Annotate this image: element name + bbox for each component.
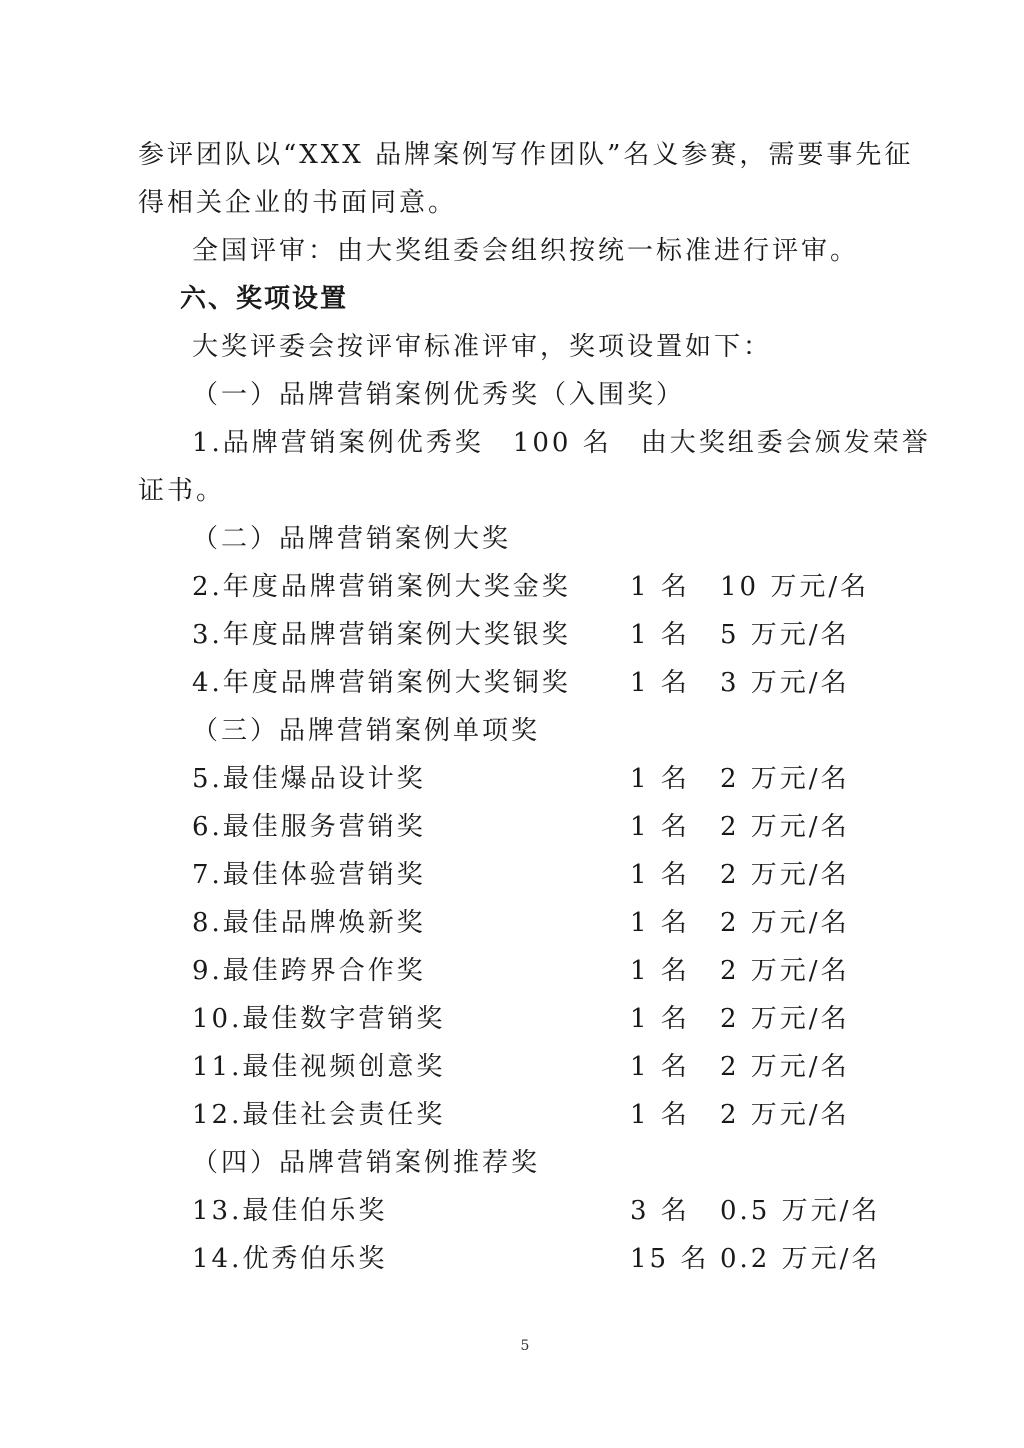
- award-amount: 5 万元/名: [720, 620, 850, 650]
- award-name: 6.最佳服务营销奖: [192, 812, 426, 842]
- award-count: 3 名: [630, 1196, 690, 1226]
- award-count: 1 名: [630, 620, 690, 650]
- award-name: 12.最佳社会责任奖: [192, 1100, 446, 1130]
- award-amount: 2 万元/名: [720, 956, 850, 986]
- award-count: 1 名: [630, 908, 690, 938]
- award-row: [192, 668, 892, 698]
- award-name: 5.最佳爆品设计奖: [192, 764, 426, 794]
- intro-paragraph: 大奖评委会按评审标准评审，奖项设置如下：: [192, 332, 773, 362]
- award-name: 4.年度品牌营销案例大奖铜奖: [192, 668, 571, 698]
- award-row: [192, 1052, 892, 1082]
- award-amount: 2 万元/名: [720, 812, 850, 842]
- award-amount: 2 万元/名: [720, 1052, 850, 1082]
- award-name: 13.最佳伯乐奖: [192, 1196, 388, 1226]
- award-row: [192, 1196, 892, 1226]
- award-name: 14.优秀伯乐奖: [192, 1244, 388, 1274]
- award-count: 1 名: [630, 860, 690, 890]
- award-amount: 0.2 万元/名: [720, 1244, 881, 1274]
- award-row: [192, 620, 892, 650]
- award-count: 1 名: [630, 668, 690, 698]
- award-amount: 3 万元/名: [720, 668, 850, 698]
- paragraph-line: 参评团队以“XXX 品牌案例写作团队”名义参赛，需要事先征: [138, 140, 914, 170]
- award-name: 9.最佳跨界合作奖: [192, 956, 426, 986]
- award-name: 8.最佳品牌焕新奖: [192, 908, 426, 938]
- group-title-1: （一）品牌营销案例优秀奖（入围奖）: [192, 380, 686, 410]
- paragraph-line: 得相关企业的书面同意。: [138, 188, 458, 218]
- group-title-2: （二）品牌营销案例大奖: [192, 524, 512, 554]
- award-item-1-line: 证书。: [138, 476, 226, 506]
- award-row: [192, 812, 892, 842]
- award-row: [192, 1244, 892, 1274]
- group-title-3: （三）品牌营销案例单项奖: [192, 716, 541, 746]
- award-count: 1 名: [630, 956, 690, 986]
- award-amount: 2 万元/名: [720, 1100, 850, 1130]
- award-name: 2.年度品牌营销案例大奖金奖: [192, 572, 571, 602]
- section-heading: 六、奖项设置: [180, 284, 349, 314]
- award-amount: 2 万元/名: [720, 908, 850, 938]
- award-count: 1 名: [630, 572, 690, 602]
- award-amount: 0.5 万元/名: [720, 1196, 881, 1226]
- award-name: 10.最佳数字营销奖: [192, 1004, 446, 1034]
- award-amount: 10 万元/名: [720, 572, 870, 602]
- award-name: 3.年度品牌营销案例大奖银奖: [192, 620, 571, 650]
- award-row: [192, 1004, 892, 1034]
- award-count: 1 名: [630, 1004, 690, 1034]
- paragraph-review: 全国评审：由大奖组委会组织按统一标准进行评审。: [192, 236, 860, 266]
- award-count: 1 名: [630, 1100, 690, 1130]
- award-item-1-line: 1.品牌营销案例优秀奖 100 名 由大奖组委会颁发荣誉: [192, 428, 931, 458]
- award-row: [192, 1100, 892, 1130]
- page-number: 5: [520, 1338, 530, 1354]
- award-row: [192, 956, 892, 986]
- award-count: 1 名: [630, 812, 690, 842]
- award-amount: 2 万元/名: [720, 764, 850, 794]
- award-row: [192, 860, 892, 890]
- award-count: 1 名: [630, 1052, 690, 1082]
- award-row: [192, 764, 892, 794]
- award-amount: 2 万元/名: [720, 1004, 850, 1034]
- award-count: 15 名: [630, 1244, 710, 1274]
- award-name: 11.最佳视频创意奖: [192, 1052, 446, 1082]
- award-row: [192, 572, 892, 602]
- group-title-4: （四）品牌营销案例推荐奖: [192, 1148, 541, 1178]
- award-count: 1 名: [630, 764, 690, 794]
- award-row: [192, 908, 892, 938]
- award-amount: 2 万元/名: [720, 860, 850, 890]
- award-name: 7.最佳体验营销奖: [192, 860, 426, 890]
